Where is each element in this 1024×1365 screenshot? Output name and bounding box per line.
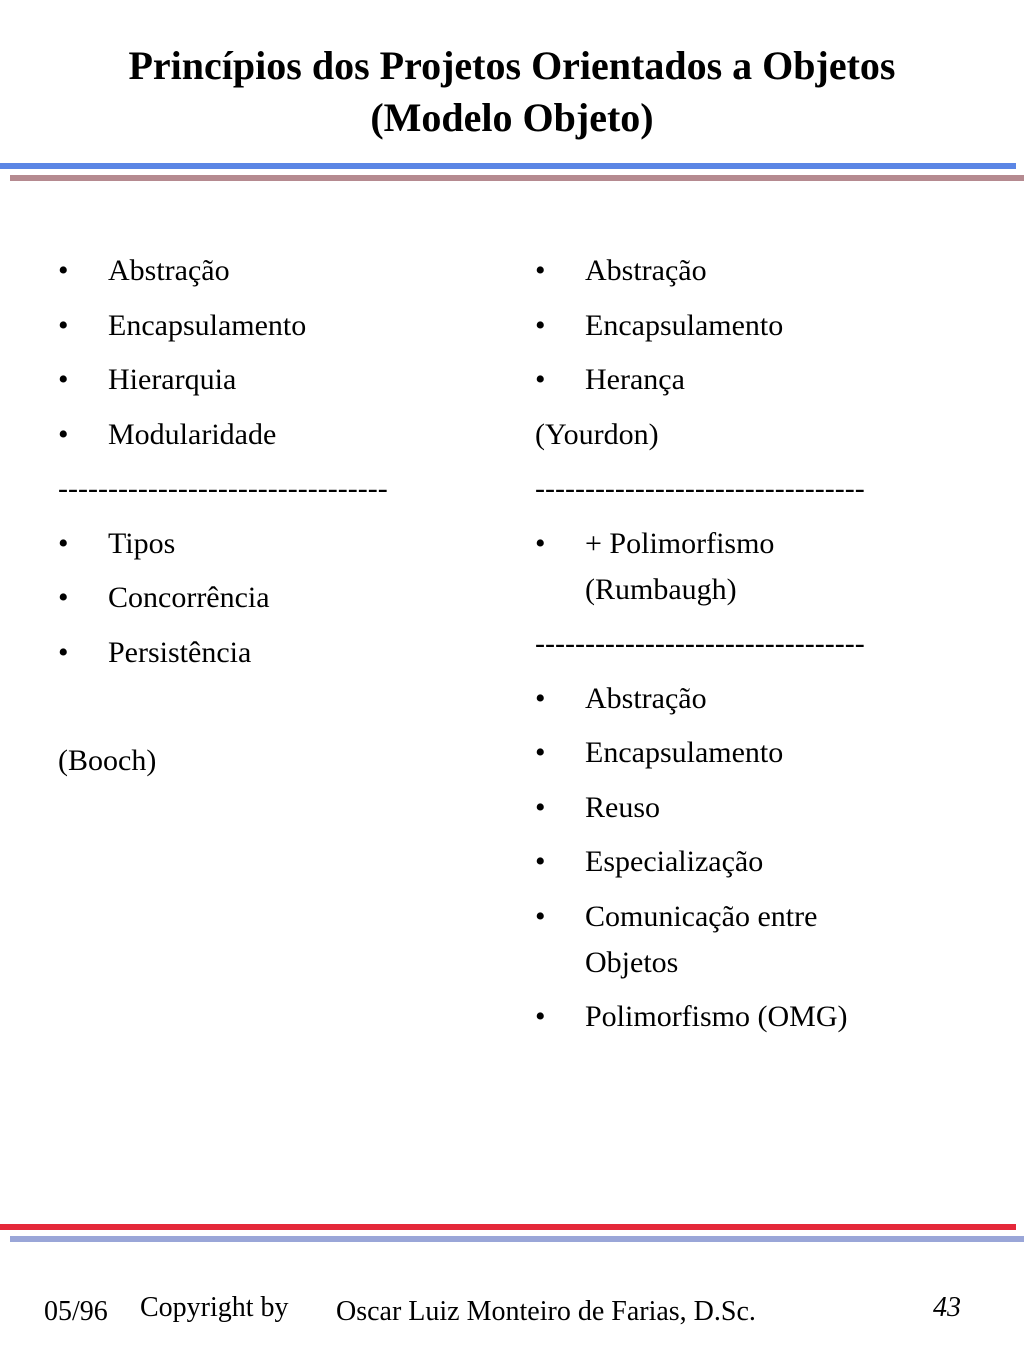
bullet-glyph: • [58, 363, 69, 396]
footer-date: 05/96 [44, 1296, 108, 1327]
bullet-glyph: • [535, 681, 546, 715]
top-rule-blue [0, 163, 1016, 169]
bullet-glyph: • [58, 308, 69, 342]
list-item: • Modularidade [58, 412, 498, 458]
list-item: • Abstração [535, 676, 995, 722]
slide-title-line-2: (Modelo Objeto) [370, 95, 654, 140]
bullet-glyph: • [58, 526, 69, 560]
separator-line: --------------------------------- [535, 472, 865, 505]
bottom-rule-blue [10, 1236, 1024, 1242]
separator-line: --------------------------------- [58, 472, 388, 505]
bullet-glyph: • [535, 1000, 546, 1033]
list-item: • Concorrência [58, 575, 498, 621]
bullet-glyph: • [535, 845, 546, 878]
bullet-glyph: • [535, 899, 546, 933]
slide-title-line-1: Princípios dos Projetos Orientados a Objetos [128, 43, 896, 88]
list-item: • Encapsulamento [535, 730, 995, 776]
list-item: • Reuso [535, 785, 995, 831]
list-item: • Persistência [58, 630, 498, 676]
bullet-glyph: • [535, 790, 546, 824]
bullet-glyph: • [535, 363, 546, 396]
list-item: • Especialização [535, 839, 995, 885]
list-item: • Polimorfismo (OMG) [535, 994, 995, 1040]
top-rule-mauve [10, 175, 1024, 181]
footer-author: Oscar Luiz Monteiro de Farias, D.Sc. [336, 1296, 756, 1327]
bullet-glyph: • [58, 254, 69, 287]
separator-line: --------------------------------- [535, 627, 865, 660]
bullet-glyph: • [535, 526, 546, 560]
right-column [535, 248, 995, 1049]
page-number: 43 [933, 1292, 961, 1323]
list-item: • Hierarquia [58, 357, 498, 403]
list-item: • Encapsulamento [58, 303, 498, 349]
list-item: • Abstração [58, 248, 498, 294]
bullet-glyph: • [58, 635, 69, 669]
left-column [58, 248, 498, 793]
list-item: • Abstração [535, 248, 995, 294]
footer-copyright: Copyright by [140, 1292, 289, 1323]
bottom-rule-red [0, 1224, 1016, 1230]
bullet-glyph: • [58, 417, 69, 451]
bullet-glyph: • [535, 736, 546, 769]
slide-title [0, 40, 1024, 144]
bullet-glyph: • [58, 581, 69, 614]
bullet-glyph: • [535, 254, 546, 287]
source-label-booch: (Booch) [58, 744, 157, 777]
source-label-yourdon: (Yourdon) [535, 417, 659, 451]
bullet-glyph: • [535, 308, 546, 342]
list-item: • Comunicação entre Objetos [535, 894, 895, 986]
list-item: • Herança [535, 357, 995, 403]
list-item: • Tipos [58, 521, 498, 567]
list-item: • Encapsulamento [535, 303, 995, 349]
list-item: • + Polimorfismo (Rumbaugh) [535, 521, 885, 613]
